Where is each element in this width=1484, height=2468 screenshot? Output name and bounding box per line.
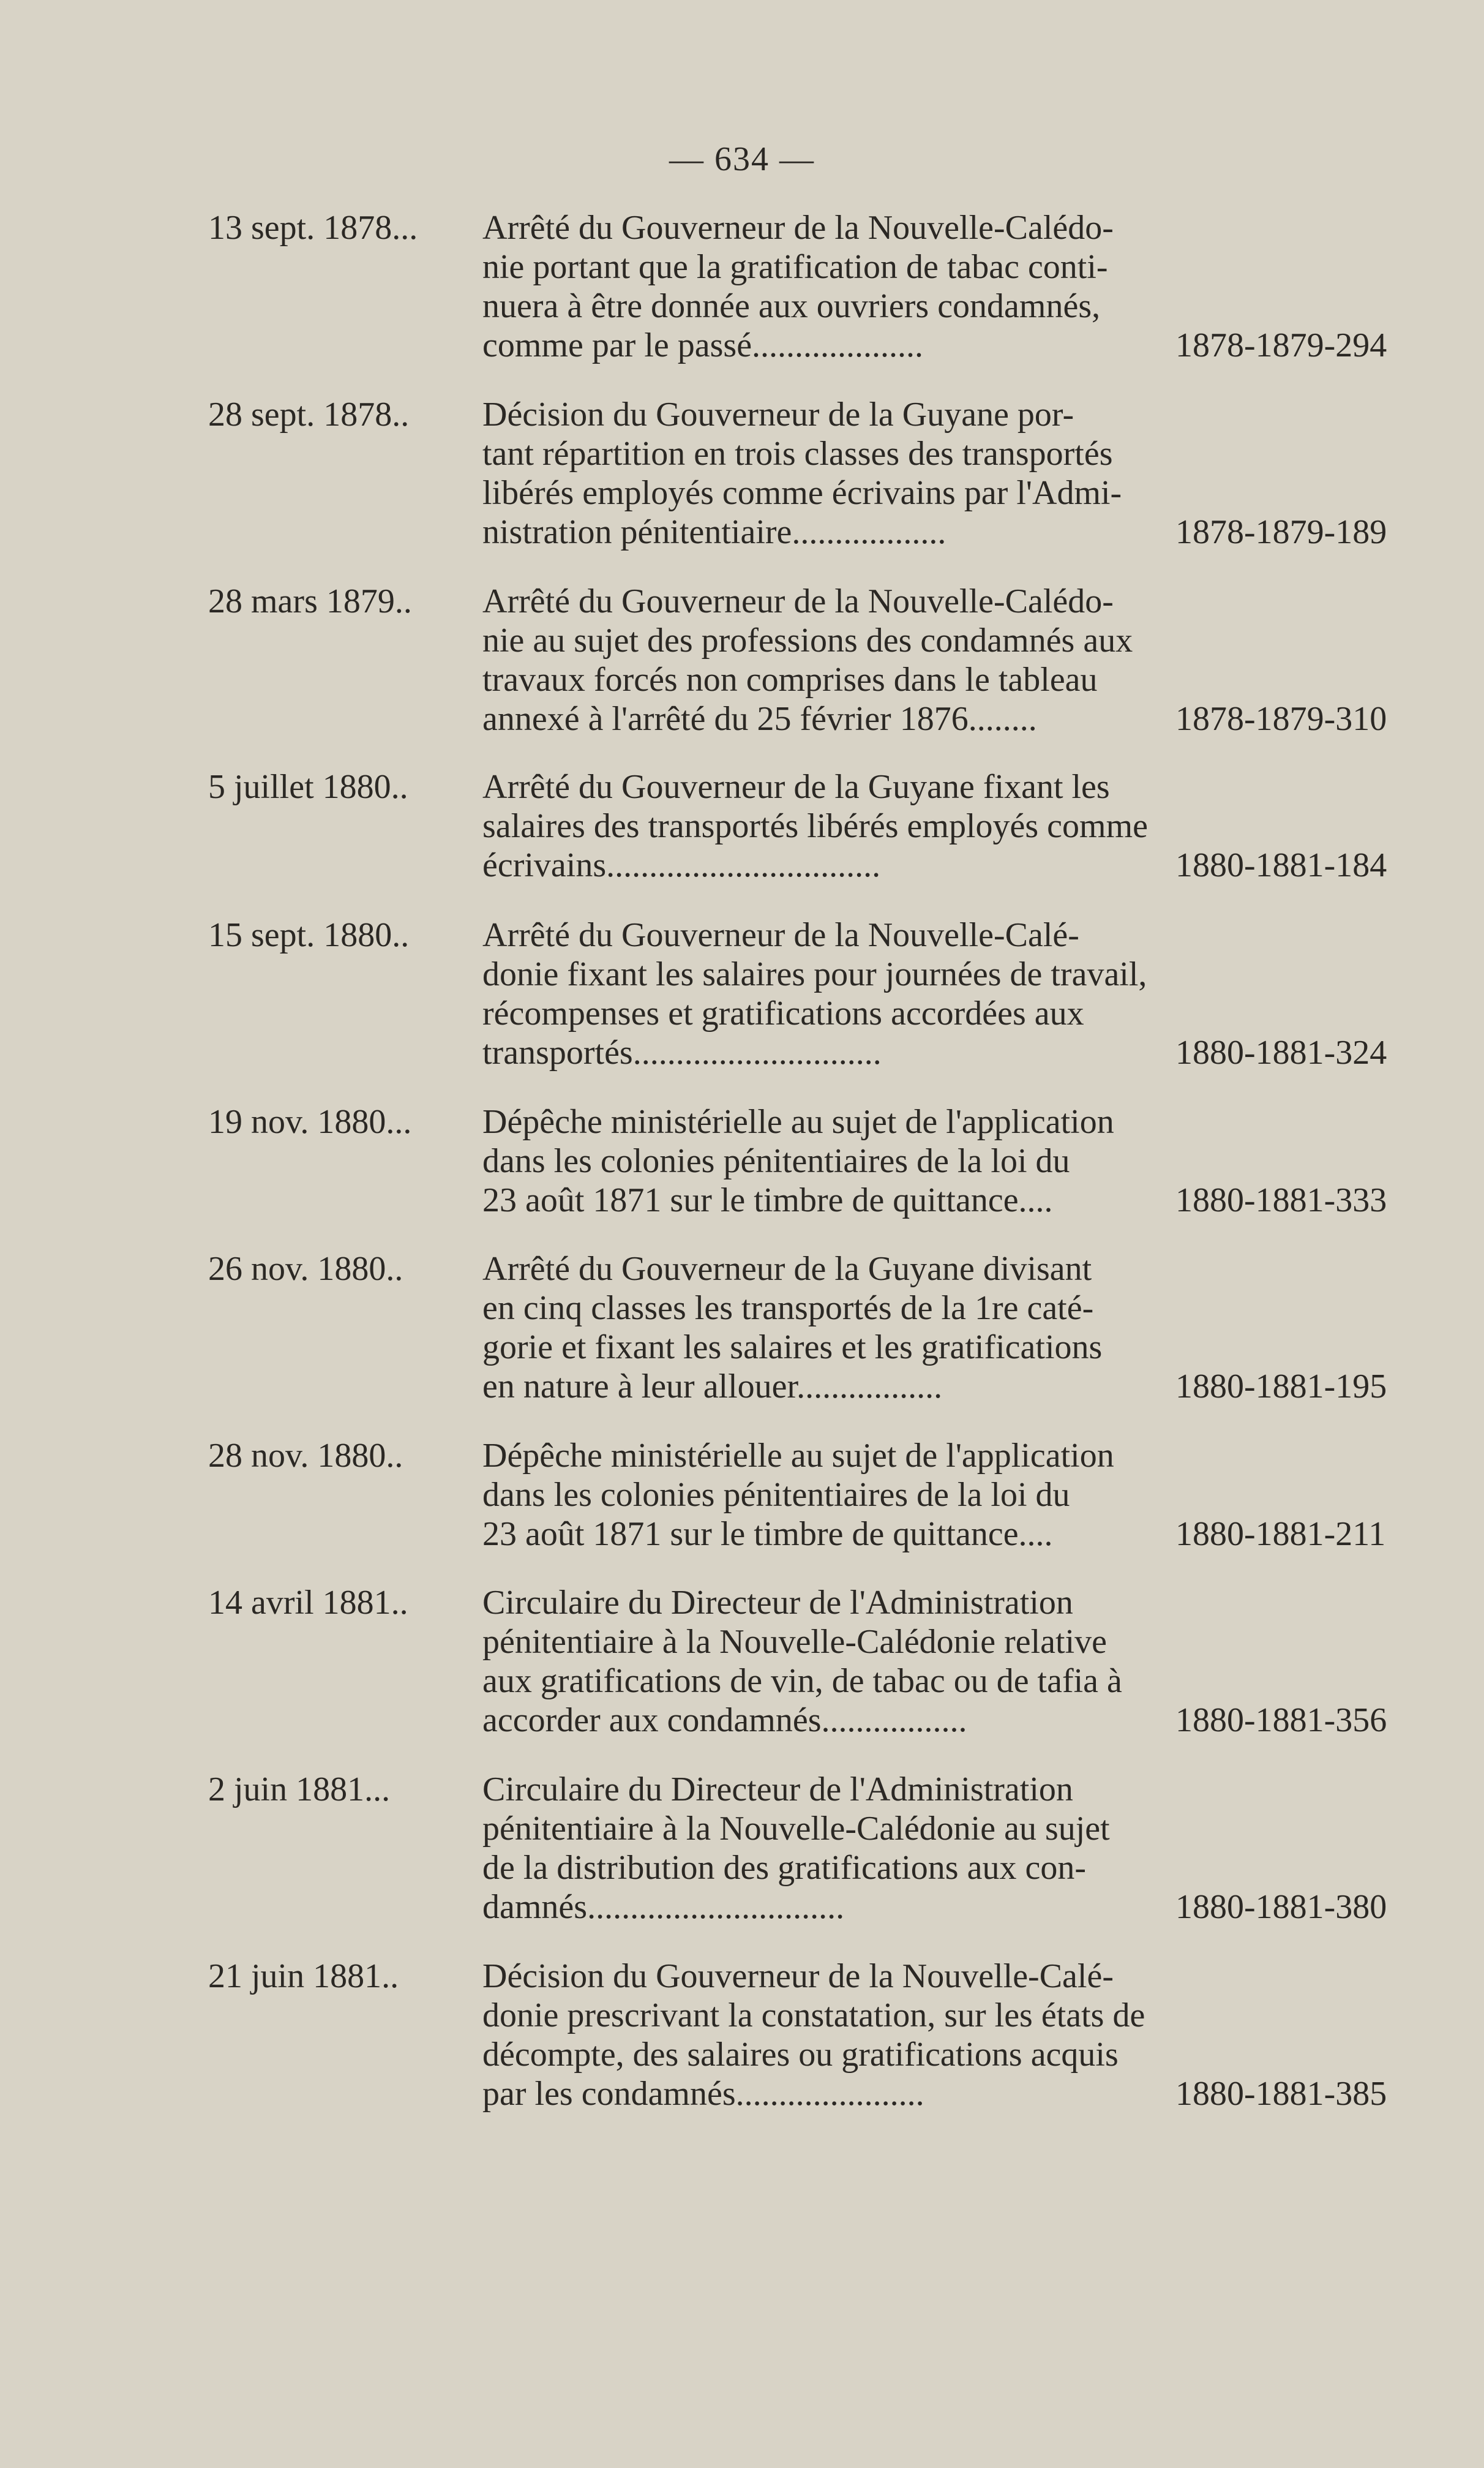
entry-reference: 1880-1881-385: [1175, 2075, 1387, 2113]
entry-date: 28 nov. 1880..: [208, 1437, 403, 1475]
entry-date: 14 avril 1881..: [208, 1584, 408, 1622]
entry-text: [482, 1102, 1168, 1220]
entry-line: travaux forcés non comprises dans le tableau: [482, 661, 1098, 699]
entry-text: [482, 208, 1168, 365]
entry-line: Arrêté du Gouverneur de la Guyane divisant: [482, 1250, 1092, 1288]
entry: [208, 1770, 1408, 1954]
entry-reference: 1880-1881-195: [1175, 1368, 1387, 1405]
entry-text: [482, 1436, 1168, 1554]
entry-line: donie prescrivant la constatation, sur les états de: [482, 1996, 1145, 2034]
entry-date: 15 sept. 1880..: [208, 916, 410, 954]
entry-line: donie fixant les salaires pour journées de travail,: [482, 955, 1147, 993]
entry-reference: 1880-1881-324: [1175, 1034, 1387, 1072]
entry-line: Décision du Gouverneur de la Guyane por-: [482, 396, 1074, 434]
entry-line: accorder aux condamnés.................: [482, 1701, 967, 1739]
entry-text: [482, 1583, 1168, 1740]
entry-text: [482, 395, 1168, 552]
entry-line: aux gratifications de vin, de tabac ou de tafia à: [482, 1662, 1122, 1700]
entry-reference: 1880-1881-211: [1175, 1515, 1386, 1553]
entry-date: 13 sept. 1878...: [208, 209, 418, 247]
entry: [208, 1583, 1408, 1767]
entry-line: libérés employés comme écrivains par l'Admi-: [482, 474, 1122, 512]
entry-text: [482, 1249, 1168, 1406]
entry-line: Arrêté du Gouverneur de la Nouvelle-Calédo-: [482, 582, 1114, 620]
entry-line: Arrêté du Gouverneur de la Nouvelle-Calé-: [482, 916, 1079, 954]
entry-line: salaires des transportés libérés employés comme: [482, 807, 1148, 845]
entry: [208, 582, 1408, 766]
entry-date: 28 mars 1879..: [208, 582, 412, 620]
entry-line: comme par le passé....................: [482, 326, 924, 364]
entry-line: décompte, des salaires ou gratifications acquis: [482, 2036, 1119, 2074]
entry-line: en nature à leur allouer.................: [482, 1368, 943, 1405]
entry-line: nuera à être donnée aux ouvriers condamnés,: [482, 287, 1101, 325]
entry-line: 23 août 1871 sur le timbre de quittance....: [482, 1181, 1053, 1219]
entry-reference: 1880-1881-380: [1175, 1888, 1387, 1926]
entry-text: [482, 582, 1168, 739]
page-number: — 634 —: [669, 140, 815, 178]
entry-text: [482, 916, 1168, 1072]
entry-date: 28 sept. 1878..: [208, 396, 410, 434]
entry: [208, 1249, 1408, 1433]
entry-line: Dépêche ministérielle au sujet de l'application: [482, 1437, 1114, 1475]
entry-date: 2 juin 1881...: [208, 1770, 391, 1808]
entry-line: 23 août 1871 sur le timbre de quittance....: [482, 1515, 1053, 1553]
entry-line: dans les colonies pénitentiaires de la loi du: [482, 1476, 1070, 1514]
entry-line: dans les colonies pénitentiaires de la loi du: [482, 1142, 1070, 1180]
entry-line: en cinq classes les transportés de la 1re caté-: [482, 1289, 1094, 1327]
entry-date: 5 juillet 1880..: [208, 768, 408, 806]
entry-line: pénitentiaire à la Nouvelle-Calédonie relative: [482, 1623, 1107, 1661]
entry-line: nie portant que la gratification de tabac conti-: [482, 248, 1108, 286]
entry-line: nie au sujet des professions des condamnés aux: [482, 622, 1133, 660]
entry-reference: 1880-1881-356: [1175, 1701, 1387, 1739]
entry-reference: 1878-1879-189: [1175, 513, 1387, 551]
entry-line: nistration pénitentiaire..................: [482, 513, 946, 551]
entry-line: de la distribution des gratifications aux con-: [482, 1849, 1086, 1887]
entry-line: Circulaire du Directeur de l'Administration: [482, 1770, 1073, 1808]
entry-line: Arrêté du Gouverneur de la Nouvelle-Calédo-: [482, 209, 1114, 247]
entry-line: Dépêche ministérielle au sujet de l'application: [482, 1103, 1114, 1141]
entry: [208, 208, 1408, 392]
entry-reference: 1878-1879-294: [1175, 326, 1387, 364]
entry-date: 21 juin 1881..: [208, 1957, 399, 1995]
entry-line: transportés.............................: [482, 1034, 882, 1072]
entry-line: Décision du Gouverneur de la Nouvelle-Calé-: [482, 1957, 1114, 1995]
entry: [208, 395, 1408, 579]
entry: [208, 1957, 1408, 2140]
entry-text: [482, 767, 1168, 885]
entry-line: annexé à l'arrêté du 25 février 1876........: [482, 700, 1037, 738]
entry-reference: 1878-1879-310: [1175, 700, 1387, 738]
entry-date: 19 nov. 1880...: [208, 1103, 412, 1141]
entry-line: Arrêté du Gouverneur de la Guyane fixant les: [482, 768, 1110, 806]
entry-line: écrivains................................: [482, 846, 881, 884]
entry-reference: 1880-1881-333: [1175, 1181, 1387, 1219]
entry: [208, 916, 1408, 1099]
entry-line: par les condamnés......................: [482, 2075, 924, 2113]
entry-line: Circulaire du Directeur de l'Administration: [482, 1584, 1073, 1622]
entry-line: tant répartition en trois classes des transportés: [482, 435, 1113, 473]
entry-text: [482, 1770, 1168, 1927]
entry-reference: 1880-1881-184: [1175, 846, 1387, 884]
entry-text: [482, 1957, 1168, 2113]
entry-line: damnés..............................: [482, 1888, 845, 1926]
entry-line: récompenses et gratifications accordées aux: [482, 995, 1084, 1033]
entry-date: 26 nov. 1880..: [208, 1250, 403, 1288]
entry-line: gorie et fixant les salaires et les gratifications: [482, 1328, 1103, 1366]
entry-line: pénitentiaire à la Nouvelle-Calédonie au sujet: [482, 1810, 1110, 1848]
